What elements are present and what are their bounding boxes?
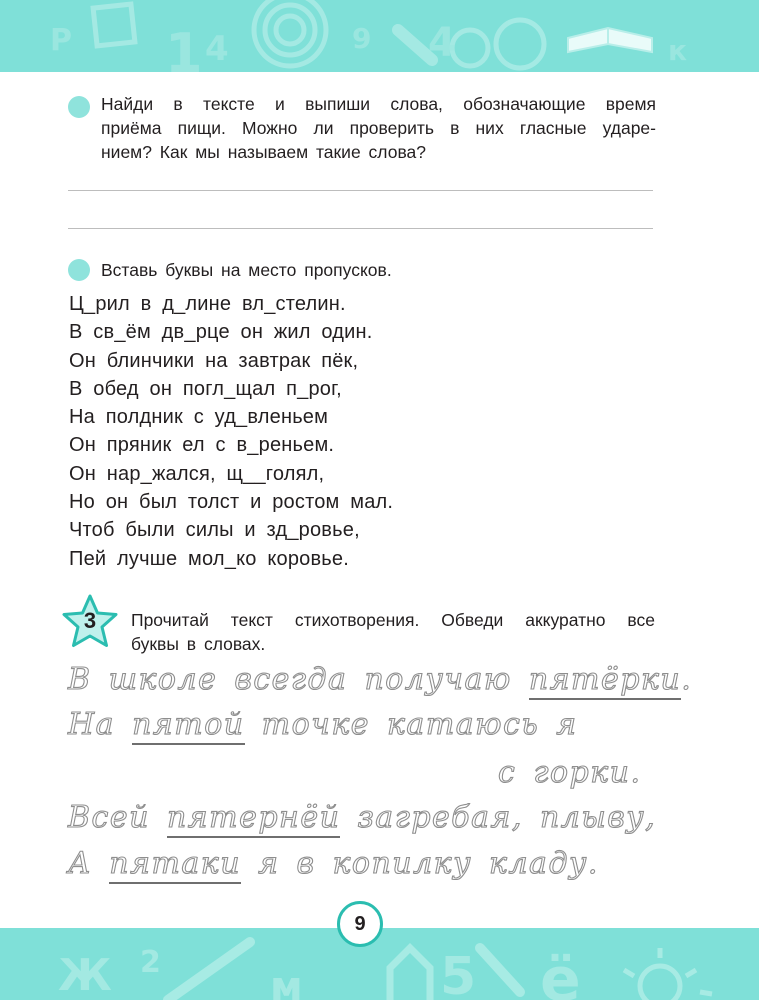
svg-text:4: 4 [205, 29, 229, 69]
task-find-words [101, 92, 656, 164]
poem-line: Он нар_жался, щ__голял, [69, 462, 325, 485]
poem-line: Ц_рил в д_лине вл_стелин. [69, 293, 346, 315]
cursive-line-1 [68, 662, 692, 697]
task-text-line: нием? Как мы называем такие слова? [101, 142, 427, 162]
header-decoration [0, 0, 759, 72]
page-number: 9 [337, 901, 383, 947]
task-text-line: буквы в словах. [131, 634, 266, 654]
task-number-badge [60, 594, 120, 654]
poem-line: В св_ём дв_рце он жил один. [69, 321, 373, 344]
svg-text:5: 5 [440, 947, 477, 1000]
task-text-line: Найди в тексте и выпиши слова, обозначающие время [101, 94, 656, 114]
cursive-line-4 [68, 800, 656, 835]
cursive-text: загребая, плыву, [340, 800, 657, 835]
poem-with-gaps [69, 290, 393, 573]
cursive-text: В школе всегда получаю [68, 662, 529, 697]
cursive-text: На [68, 707, 133, 742]
svg-text:ё: ё [540, 945, 581, 1000]
concentric-circles-icon [254, 0, 326, 66]
underlined-word: пятернёй [167, 800, 340, 838]
cursive-text: А [68, 846, 110, 881]
answer-line-2[interactable] [68, 228, 653, 229]
poem-line: Он пряник ел с в_реньем. [69, 434, 335, 457]
poem-line: В обед он погл_щал п_рог, [69, 377, 342, 400]
task-insert-letters: Вставь буквы на место пропусков. [101, 260, 392, 280]
svg-text:к: к [668, 34, 688, 67]
cursive-line-5 [68, 846, 599, 881]
cursive-text: Всей [68, 800, 167, 835]
paintbrush-icon [168, 942, 250, 1000]
underlined-word: пятаки [109, 846, 241, 884]
cursive-text: точке катаюсь я [244, 707, 578, 742]
svg-text:м: м [270, 964, 303, 1000]
pencil-icon [398, 30, 432, 60]
poem-line: Пей лучше мол_ко коровье. [69, 547, 349, 570]
task-text-line: Прочитай текст стихотворения. Обведи аккуратно все [131, 610, 655, 630]
svg-text:Ж: Ж [58, 950, 112, 1000]
cursive-text: . [681, 662, 693, 697]
svg-text:4: 4 [428, 20, 456, 66]
pencil-icon [480, 948, 520, 992]
cursive-text: я в копилку кладу. [241, 846, 599, 881]
task-3-instructions [131, 608, 655, 656]
svg-text:9: 9 [352, 22, 372, 55]
underlined-word: пятёрки [529, 662, 681, 700]
poem-line: Но он был толст и ростом мал. [69, 491, 394, 514]
svg-text:2: 2 [140, 945, 161, 980]
sun-icon [624, 948, 712, 1000]
cursive-line-2 [68, 707, 578, 742]
task-text-line: приёма пищи. Можно ли проверить в них гласные ударе- [101, 118, 656, 138]
task-bullet-icon [68, 259, 90, 281]
footer-decorative-band [0, 928, 759, 1000]
header-decorative-band [0, 0, 759, 72]
svg-text:1: 1 [165, 22, 203, 72]
cursive-line-3: с горки. [498, 755, 642, 790]
poem-line: Он блинчики на завтрак пёк, [69, 349, 359, 372]
poem-line: Чтоб были силы и зд_ровье, [69, 519, 360, 542]
footer-decoration [0, 928, 759, 1000]
underlined-word: пятой [132, 707, 245, 745]
open-book-icon [568, 28, 652, 52]
poem-line: На полдник с уд_вленьем [69, 406, 329, 429]
task-number: 3 [83, 608, 97, 633]
square-outline-icon [93, 4, 135, 46]
svg-text:Р: Р [50, 23, 72, 58]
answer-line-1[interactable] [68, 190, 653, 191]
task-bullet-icon [68, 96, 90, 118]
